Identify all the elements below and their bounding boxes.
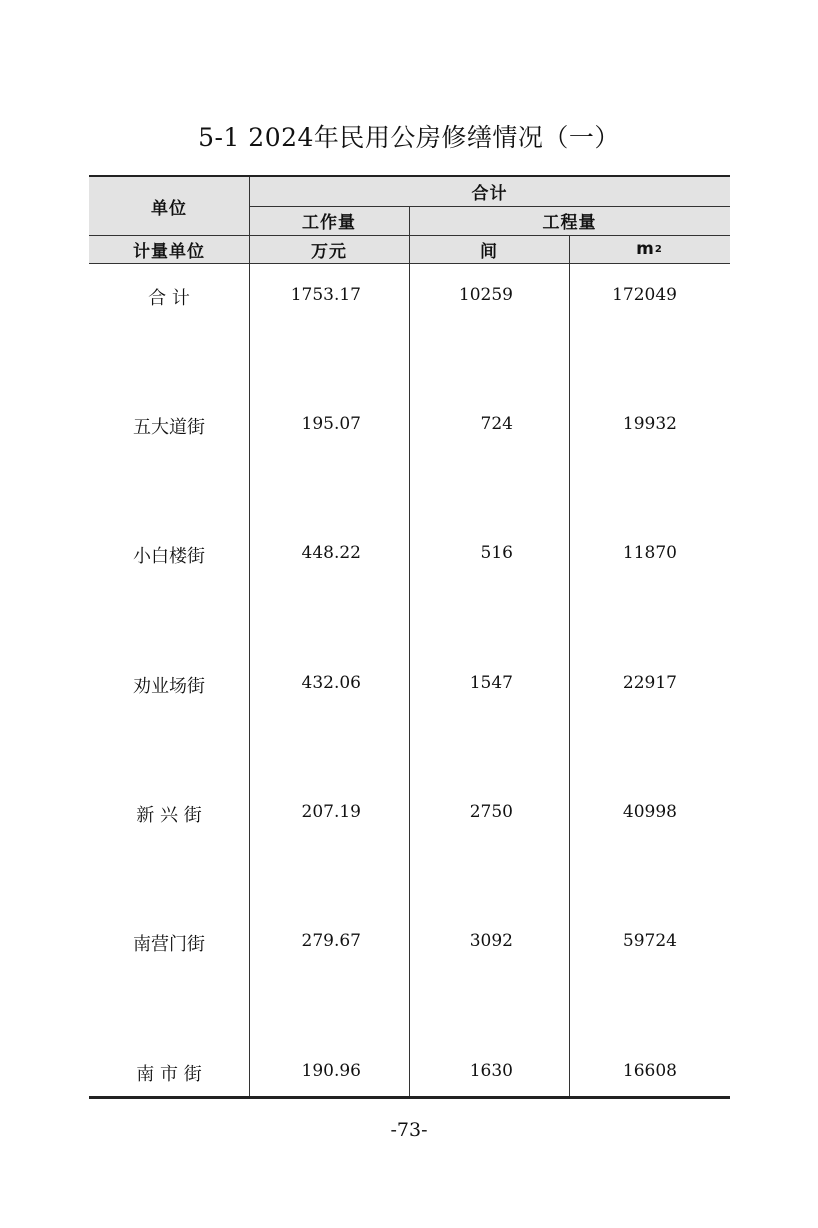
header-unit-wanyuan: 万元 [311,241,347,262]
row-label: 劝业场街 [133,676,205,697]
header-unit-area [569,235,730,263]
cell-area: 40998 [622,802,677,822]
cell-area: 59724 [622,931,677,951]
column-divider-3 [569,235,570,1096]
header-measure-unit: 计量单位 [133,241,205,262]
header-unit: 单位 [151,198,187,219]
cell-work: 195.07 [301,414,361,434]
cell-jian: 1630 [469,1061,513,1081]
header-total: 合计 [471,184,508,204]
cell-work: 190.96 [301,1061,361,1081]
row-label: 合 计 [148,288,190,309]
cell-jian: 10259 [458,285,513,305]
cell-work: 1753.17 [290,285,361,305]
cell-area: 22917 [622,673,677,693]
column-divider-1 [249,177,250,1096]
row-label: 小白楼街 [133,546,205,567]
row-label: 南营门街 [133,934,205,955]
unit-m: m [636,239,655,259]
cell-jian: 3092 [469,931,513,951]
row-label: 新 兴 街 [136,805,202,826]
table-bottom-rule [89,1096,730,1099]
header-engineering: 工程量 [542,213,597,233]
cell-jian: 724 [480,414,513,434]
cell-area: 19932 [622,414,677,434]
unit-m-superscript: 2 [654,243,663,255]
cell-work: 279.67 [301,931,361,951]
cell-jian: 2750 [469,802,513,822]
cell-area: 172049 [612,285,677,305]
column-divider-2 [409,206,410,1096]
data-table [89,175,730,1099]
cell-work: 432.06 [301,673,361,693]
header-workload: 工作量 [302,213,356,233]
row-label: 五大道街 [133,417,205,438]
cell-jian: 516 [480,543,513,563]
cell-work: 207.19 [301,802,361,822]
cell-area: 16608 [622,1061,677,1081]
row-label: 南 市 街 [136,1064,202,1085]
cell-jian: 1547 [469,673,513,693]
header-unit-jian: 间 [480,241,498,262]
cell-area: 11870 [622,543,677,563]
cell-work: 448.22 [301,543,361,563]
page-title: 5-1 2024年民用公房修缮情况（一） [198,123,620,152]
page-number: -73- [390,1119,428,1141]
